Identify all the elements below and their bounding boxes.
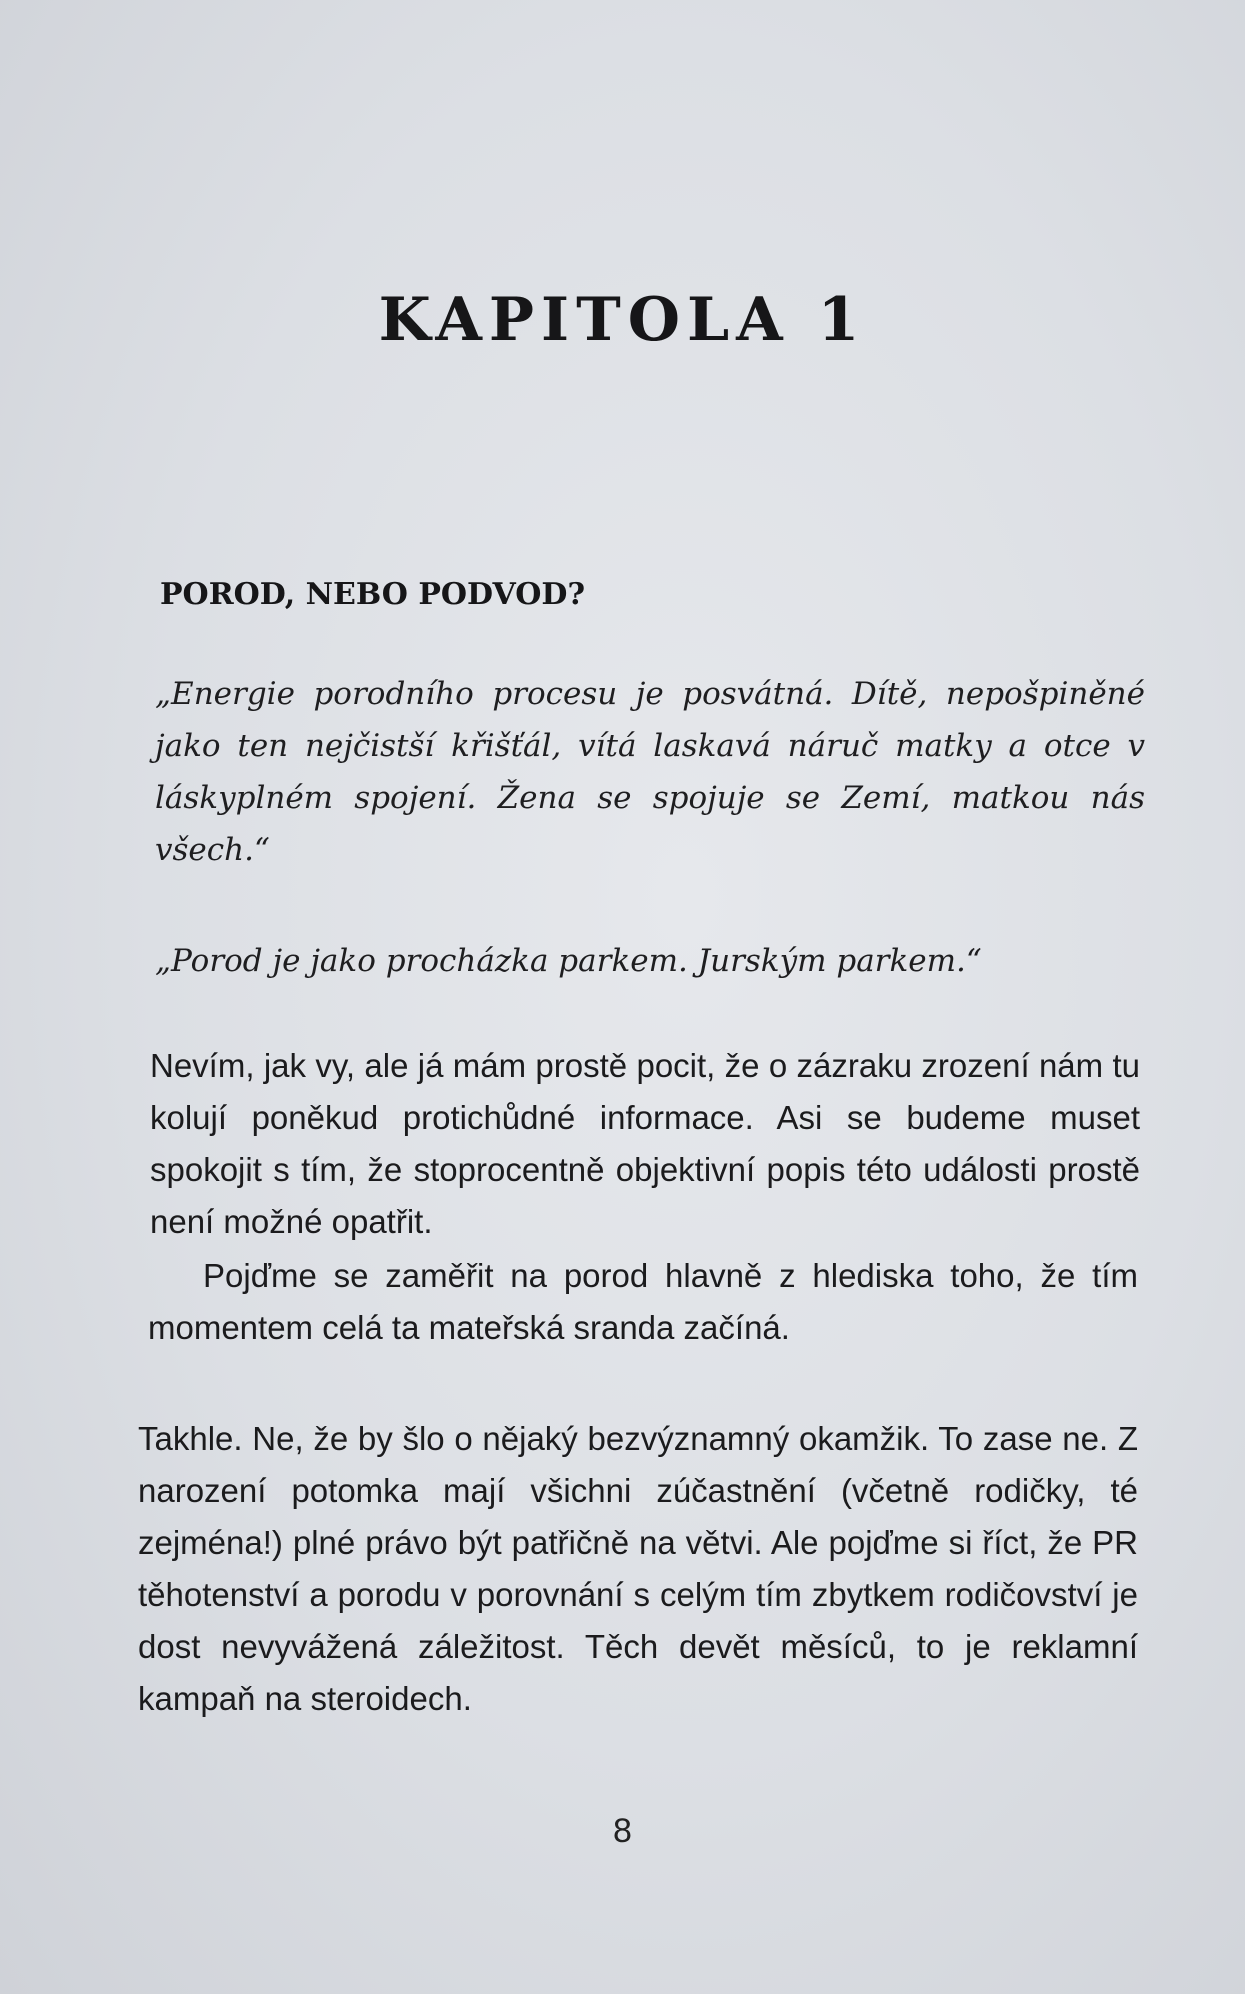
epigraph-quote-2: „Porod je jako procházka parkem. Jurským parkem.“ — [155, 943, 982, 979]
chapter-title: KAPITOLA 1 — [378, 285, 867, 355]
body-paragraph-1: Nevím, jak vy, ale já mám prostě pocit, že o zázraku zrození nám tu kolují poněkud protichůdné informace. Asi se budeme muset spokojit s tím, že stoprocentně objektivní popis této události prostě není možné opatřit. — [150, 1047, 1140, 1240]
page-number: 8 — [613, 1812, 632, 1850]
epigraph-quote-1: „Energie porodního procesu je posvátná. Dítě, nepošpiněné jako ten nejčistší křišťál, vítá laskavá náruč matky a otce v láskyplném spojení. Žena se spojuje se Zemí, matkou nás všech.“ — [155, 676, 1145, 868]
body-paragraph-3: Takhle. Ne, že by šlo o nějaký bezvýznamný okamžik. To zase ne. Z narození potomka mají všichni zúčastnění (včetně rodičky, té zejména!) plné právo být patřičně na větvi. Ale pojďme si říct, že PR těhotenství a porodu v porovnání s celým tím zbytkem rodičovství je dost nevyvážená záležitost. Těch devět měsíců, to je reklamní kampaň na steroidech. — [138, 1420, 1138, 1717]
body-paragraph-2: Pojďme se zaměřit na porod hlavně z hlediska toho, že tím momentem celá ta mateřská sranda začíná. — [148, 1257, 1138, 1346]
section-heading: POROD, NEBO PODVOD? — [160, 577, 586, 612]
